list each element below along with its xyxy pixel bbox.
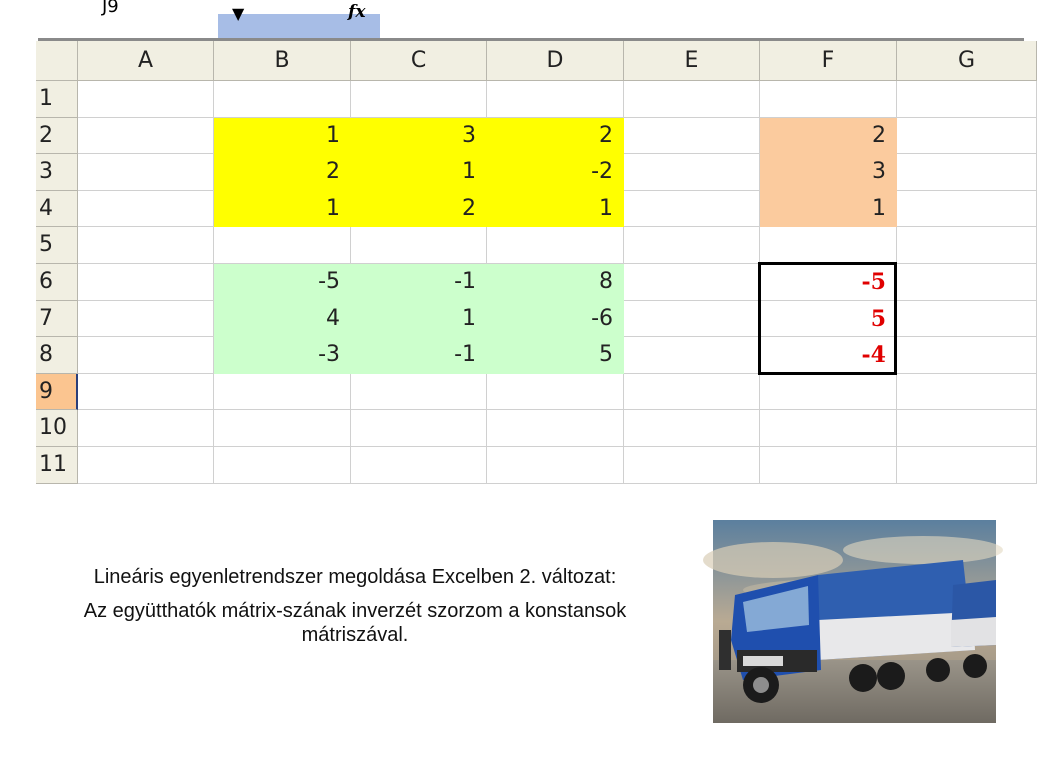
cell-d11[interactable] bbox=[487, 447, 624, 484]
column-header-a[interactable]: A bbox=[78, 41, 214, 81]
cell-d5[interactable] bbox=[487, 227, 624, 264]
cell-a9[interactable] bbox=[78, 374, 214, 411]
spreadsheet-grid bbox=[36, 41, 1026, 477]
cell-c1[interactable] bbox=[351, 81, 487, 118]
row-header-8[interactable]: 8 bbox=[36, 337, 78, 374]
name-box-dropdown-icon[interactable]: ▼ bbox=[232, 4, 245, 23]
cell-g4[interactable] bbox=[897, 191, 1037, 228]
cell-a4[interactable] bbox=[78, 191, 214, 228]
cell-d4[interactable]: 1 bbox=[487, 191, 624, 228]
cell-f1[interactable] bbox=[760, 81, 897, 118]
cell-b10[interactable] bbox=[214, 410, 351, 447]
cell-e5[interactable] bbox=[624, 227, 760, 264]
cell-c9[interactable] bbox=[351, 374, 487, 411]
cell-g11[interactable] bbox=[897, 447, 1037, 484]
column-header-g[interactable]: G bbox=[897, 41, 1037, 81]
cell-c7[interactable]: 1 bbox=[351, 301, 487, 338]
truck-image bbox=[713, 520, 996, 723]
formula-bar bbox=[0, 0, 1024, 40]
cell-a3[interactable] bbox=[78, 154, 214, 191]
cell-b4[interactable]: 1 bbox=[214, 191, 351, 228]
cell-c11[interactable] bbox=[351, 447, 487, 484]
truck-photo bbox=[713, 520, 996, 723]
row-header-10[interactable]: 10 bbox=[36, 410, 78, 447]
cell-f10[interactable] bbox=[760, 410, 897, 447]
cell-b8[interactable]: -3 bbox=[214, 337, 351, 374]
row-header-1[interactable]: 1 bbox=[36, 81, 78, 118]
column-header-c[interactable]: C bbox=[351, 41, 487, 81]
cell-a10[interactable] bbox=[78, 410, 214, 447]
cell-f3[interactable]: 3 bbox=[760, 154, 897, 191]
caption-title: Lineáris egyenletrendszer megoldása Excelben 2. változat: bbox=[93, 566, 617, 588]
cell-e7[interactable] bbox=[624, 301, 760, 338]
cell-b2[interactable]: 1 bbox=[214, 118, 351, 155]
column-header-b[interactable]: B bbox=[214, 41, 351, 81]
cell-b1[interactable] bbox=[214, 81, 351, 118]
cell-c10[interactable] bbox=[351, 410, 487, 447]
caption-description: Az együtthatók mátrix-szának inverzét szorzom a konstansok mátriszával. bbox=[83, 600, 627, 646]
cell-d6[interactable]: 8 bbox=[487, 264, 624, 301]
cell-d3[interactable]: -2 bbox=[487, 154, 624, 191]
cell-e2[interactable] bbox=[624, 118, 760, 155]
cell-c6[interactable]: -1 bbox=[351, 264, 487, 301]
cell-a2[interactable] bbox=[78, 118, 214, 155]
row-header-3[interactable]: 3 bbox=[36, 154, 78, 191]
cell-d10[interactable] bbox=[487, 410, 624, 447]
column-header-d[interactable]: D bbox=[487, 41, 624, 81]
row-header-2[interactable]: 2 bbox=[36, 118, 78, 155]
cell-g1[interactable] bbox=[897, 81, 1037, 118]
cell-e6[interactable] bbox=[624, 264, 760, 301]
cell-c5[interactable] bbox=[351, 227, 487, 264]
slide-caption bbox=[60, 565, 650, 657]
cell-g9[interactable] bbox=[897, 374, 1037, 411]
cell-f11[interactable] bbox=[760, 447, 897, 484]
cell-c4[interactable]: 2 bbox=[351, 191, 487, 228]
column-header-f[interactable]: F bbox=[760, 41, 897, 81]
cell-b11[interactable] bbox=[214, 447, 351, 484]
insert-function-icon[interactable]: fx bbox=[348, 2, 366, 22]
formula-bar-controls bbox=[218, 2, 380, 40]
cell-e11[interactable] bbox=[624, 447, 760, 484]
cell-e3[interactable] bbox=[624, 154, 760, 191]
cell-b7[interactable]: 4 bbox=[214, 301, 351, 338]
cell-g3[interactable] bbox=[897, 154, 1037, 191]
cell-f2[interactable]: 2 bbox=[760, 118, 897, 155]
select-all-corner[interactable] bbox=[36, 41, 78, 81]
cell-d2[interactable]: 2 bbox=[487, 118, 624, 155]
cell-f4[interactable]: 1 bbox=[760, 191, 897, 228]
cell-a8[interactable] bbox=[78, 337, 214, 374]
row-header-7[interactable]: 7 bbox=[36, 301, 78, 338]
cell-d1[interactable] bbox=[487, 81, 624, 118]
column-header-e[interactable]: E bbox=[624, 41, 760, 81]
cell-e1[interactable] bbox=[624, 81, 760, 118]
name-box[interactable]: J9 bbox=[102, 0, 119, 17]
cell-e4[interactable] bbox=[624, 191, 760, 228]
row-header-4[interactable]: 4 bbox=[36, 191, 78, 228]
cell-a5[interactable] bbox=[78, 227, 214, 264]
cell-f6[interactable]: -5 bbox=[760, 264, 897, 301]
cell-b5[interactable] bbox=[214, 227, 351, 264]
cell-c8[interactable]: -1 bbox=[351, 337, 487, 374]
cell-d9[interactable] bbox=[487, 374, 624, 411]
cell-a6[interactable] bbox=[78, 264, 214, 301]
cell-d7[interactable]: -6 bbox=[487, 301, 624, 338]
cell-b9[interactable] bbox=[214, 374, 351, 411]
cell-g2[interactable] bbox=[897, 118, 1037, 155]
row-header-5[interactable]: 5 bbox=[36, 227, 78, 264]
cell-g10[interactable] bbox=[897, 410, 1037, 447]
cell-e9[interactable] bbox=[624, 374, 760, 411]
cell-f9[interactable] bbox=[760, 374, 897, 411]
cell-e8[interactable] bbox=[624, 337, 760, 374]
cell-f7[interactable]: 5 bbox=[760, 301, 897, 338]
row-header-6[interactable]: 6 bbox=[36, 264, 78, 301]
row-header-9[interactable]: 9 bbox=[36, 374, 78, 411]
cell-d8[interactable]: 5 bbox=[487, 337, 624, 374]
cell-e10[interactable] bbox=[624, 410, 760, 447]
cell-c2[interactable]: 3 bbox=[351, 118, 487, 155]
cell-f5[interactable] bbox=[760, 227, 897, 264]
cell-b6[interactable]: -5 bbox=[214, 264, 351, 301]
cell-g8[interactable] bbox=[897, 337, 1037, 374]
cell-a7[interactable] bbox=[78, 301, 214, 338]
row-header-11[interactable]: 11 bbox=[36, 447, 78, 484]
cell-c3[interactable]: 1 bbox=[351, 154, 487, 191]
cell-f8[interactable]: -4 bbox=[760, 337, 897, 374]
cell-g7[interactable] bbox=[897, 301, 1037, 338]
cell-a1[interactable] bbox=[78, 81, 214, 118]
cell-g5[interactable] bbox=[897, 227, 1037, 264]
cell-a11[interactable] bbox=[78, 447, 214, 484]
cell-g6[interactable] bbox=[897, 264, 1037, 301]
cell-b3[interactable]: 2 bbox=[214, 154, 351, 191]
